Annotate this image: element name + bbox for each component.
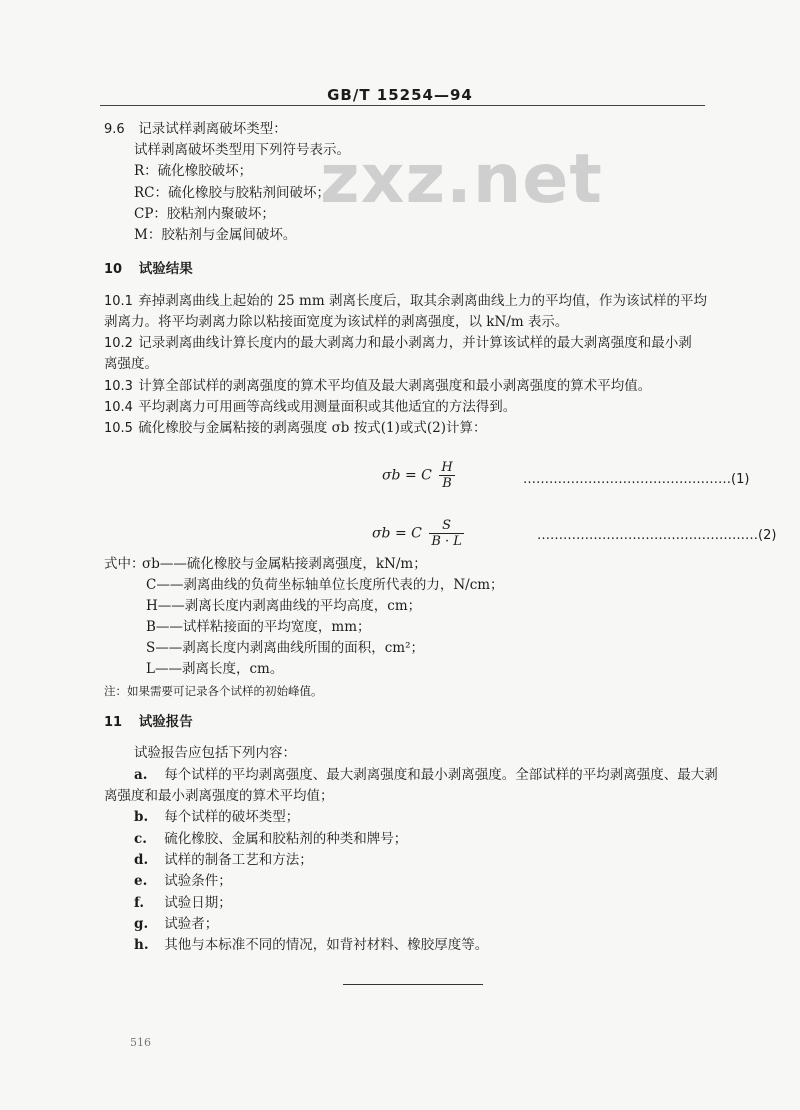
clause-number: 10.1	[104, 294, 133, 309]
equation-tag: (2)	[758, 528, 777, 543]
s96-intro: 试样剥离破坏类型用下列符号表示。	[134, 142, 350, 158]
report-item-a-cont: 离强度和最小剥离强度的算术平均值；	[104, 788, 334, 804]
leader-dots: …………………………………………	[523, 472, 731, 487]
formula-1	[382, 460, 455, 491]
where-item: B——试样粘接面的平均宽度，mm；	[146, 619, 371, 635]
clause-text: 记录剥离曲线计算长度内的最大剥离力和最小剥离力，并计算该试样的最大剥离强度和最小剥	[138, 335, 692, 351]
item-label: e.	[134, 873, 148, 889]
item-text: 其他与本标准不同的情况，如背衬材料、橡胶厚度等。	[164, 937, 489, 953]
item-text: 每个试样的平均剥离强度、最大剥离强度和最小剥离强度。全部试样的平均剥离强度、最大剥	[164, 767, 718, 783]
formula-1-leader	[523, 472, 749, 487]
section-number: 11	[104, 715, 123, 730]
item-label: h.	[134, 937, 149, 953]
formula-lhs: σb = C	[382, 467, 432, 484]
where-item: H——剥离长度内剥离曲线的平均高度，cm；	[146, 598, 422, 614]
denominator: B	[442, 476, 452, 491]
clause-number: 10.5	[104, 421, 133, 436]
paragraph-10-3	[104, 377, 651, 396]
leader-dots: ……………………………………………	[537, 528, 758, 543]
clause-number: 10.3	[104, 379, 133, 394]
report-item	[134, 830, 407, 848]
section-title: 试验结果	[138, 261, 193, 277]
section-10-heading	[104, 260, 193, 279]
report-item	[134, 894, 232, 912]
where-item: S——剥离长度内剥离曲线所围的面积，cm²；	[146, 640, 425, 656]
where-lead: 式中：	[104, 556, 145, 572]
page-number: 516	[130, 1036, 151, 1049]
watermark: zxz.net	[320, 140, 603, 219]
report-item	[134, 915, 218, 933]
section-number: 9.6	[104, 122, 125, 137]
item-text: 试样的制备工艺和方法；	[164, 852, 313, 868]
where-item: σb——硫化橡胶与金属粘接剥离强度，kN/m；	[142, 556, 427, 572]
fraction	[429, 518, 464, 549]
clause-text: 平均剥离力可用画等高线或用测量面积或其他适宜的方法得到。	[138, 399, 517, 415]
clause-text: 硫化橡胶与金属粘接的剥离强度 σb 按式(1)或式(2)计算：	[138, 420, 487, 436]
formula-2-leader	[537, 528, 776, 543]
report-item	[134, 808, 299, 826]
paragraph-10-2	[104, 334, 692, 353]
paragraph-10-1	[104, 292, 707, 311]
numerator: S	[429, 518, 464, 534]
item-label: f.	[134, 895, 145, 911]
list-item: RC：硫化橡胶与胶粘剂间破坏；	[134, 185, 330, 201]
item-label: g.	[134, 916, 149, 932]
paragraph-10-5	[104, 419, 486, 438]
paragraph-10-2-cont: 离强度。	[104, 356, 158, 372]
item-label: a.	[134, 767, 148, 783]
header-rule	[100, 105, 705, 106]
item-text: 试验者；	[164, 916, 219, 932]
item-text: 试验日期；	[164, 895, 232, 911]
item-label: c.	[134, 831, 147, 847]
item-text: 试验条件；	[164, 873, 232, 889]
formula-lhs: σb = C	[372, 525, 422, 542]
report-item-a	[134, 766, 718, 784]
item-label: d.	[134, 852, 149, 868]
list-item: R：硫化橡胶破坏；	[134, 163, 253, 179]
clause-text: 弃掉剥离曲线上起始的 25 mm 剥离长度后，取其余剥离曲线上力的平均值，作为该试样的平均	[138, 293, 707, 309]
item-label: b.	[134, 809, 149, 825]
section-9-6-title	[104, 120, 287, 139]
section-title: 试验报告	[138, 714, 193, 730]
clause-number: 10.4	[104, 400, 133, 415]
s11-intro: 试验报告应包括下列内容：	[134, 745, 296, 761]
note: 注：如果需要可记录各个试样的初始峰值。	[104, 684, 323, 698]
equation-tag: (1)	[731, 472, 750, 487]
where-item: C——剥离曲线的负荷坐标轴单位长度所代表的力，N/cm；	[146, 577, 504, 593]
clause-number: 10.2	[104, 336, 133, 351]
paragraph-10-4	[104, 398, 516, 417]
report-item	[134, 872, 232, 890]
where-item: L——剥离长度，cm。	[146, 661, 284, 677]
section-11-heading	[104, 713, 193, 732]
item-text: 每个试样的破坏类型；	[164, 809, 300, 825]
formula-2	[372, 518, 464, 549]
section-title: 记录试样剥离破坏类型：	[138, 121, 287, 137]
denominator: B · L	[431, 534, 462, 549]
list-item: CP：胶粘剂内聚破坏；	[134, 206, 275, 222]
numerator: H	[441, 460, 453, 475]
page-header: GB/T 15254—94	[327, 86, 473, 104]
clause-text: 计算全部试样的剥离强度的算术平均值及最大剥离强度和最小剥离强度的算术平均值。	[138, 378, 652, 394]
section-number: 10	[104, 262, 123, 277]
fraction	[439, 460, 454, 491]
report-item	[134, 936, 488, 954]
item-text: 硫化橡胶、金属和胶粘剂的种类和牌号；	[164, 831, 408, 847]
end-rule	[343, 984, 483, 985]
list-item: M：胶粘剂与金属间破坏。	[134, 227, 297, 243]
paragraph-10-1-cont: 剥离力。将平均剥离力除以粘接面宽度为该试样的剥离强度，以 kN/m 表示。	[104, 314, 569, 330]
report-item	[134, 851, 313, 869]
